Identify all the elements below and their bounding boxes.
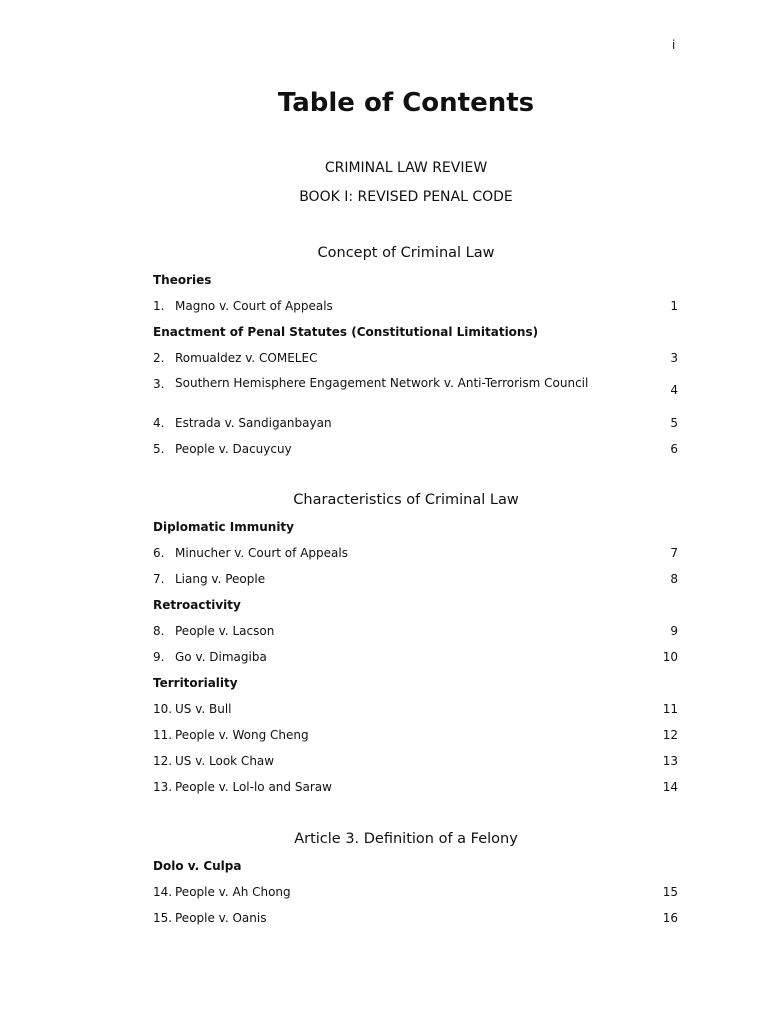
page-number: i bbox=[672, 38, 676, 52]
subtitle-book: BOOK I: REVISED PENAL CODE bbox=[299, 189, 513, 205]
section-heading: Concept of Criminal Law bbox=[317, 245, 495, 261]
entry-page-number: 6 bbox=[670, 442, 678, 456]
entry-page-number: 7 bbox=[670, 546, 678, 560]
entry-page-number: 9 bbox=[670, 624, 678, 638]
toc-entry[interactable] bbox=[153, 572, 678, 588]
entry-number: 14. bbox=[153, 885, 173, 899]
entry-number: 10. bbox=[153, 702, 173, 716]
subtitle-course: CRIMINAL LAW REVIEW bbox=[324, 160, 488, 176]
entry-page-number: 3 bbox=[670, 351, 678, 365]
toc-entry[interactable] bbox=[153, 416, 678, 432]
entry-page-number: 15 bbox=[662, 885, 678, 899]
entry-case-title: People v. Ah Chong bbox=[175, 885, 291, 899]
sub-heading: Retroactivity bbox=[153, 598, 241, 612]
entry-case-title: US v. Bull bbox=[175, 702, 232, 716]
entry-number: 4. bbox=[153, 416, 165, 430]
entry-number: 12. bbox=[153, 754, 173, 768]
entry-number: 8. bbox=[153, 624, 165, 638]
toc-entry[interactable] bbox=[153, 885, 678, 901]
entry-case-title: Liang v. People bbox=[175, 572, 266, 586]
entry-page-number: 14 bbox=[662, 780, 678, 794]
entry-case-title: People v. Dacuycuy bbox=[175, 442, 292, 456]
entry-page-number: 5 bbox=[670, 416, 678, 430]
entry-number: 15. bbox=[153, 911, 173, 925]
toc-entry[interactable] bbox=[153, 442, 678, 458]
entry-number: 13. bbox=[153, 780, 173, 794]
entry-case-title: Estrada v. Sandiganbayan bbox=[175, 416, 332, 430]
entry-number: 6. bbox=[153, 546, 165, 560]
entry-page-number: 10 bbox=[662, 650, 678, 664]
toc-entry[interactable] bbox=[153, 377, 678, 405]
toc-entry[interactable] bbox=[153, 624, 678, 640]
toc-entry[interactable] bbox=[153, 911, 678, 927]
entry-page-number: 16 bbox=[662, 911, 678, 925]
toc-entry[interactable] bbox=[153, 299, 678, 315]
entry-number: 5. bbox=[153, 442, 165, 456]
entry-case-title: Romualdez v. COMELEC bbox=[175, 351, 318, 365]
entry-case-title: People v. Oanis bbox=[175, 911, 267, 925]
entry-number: 11. bbox=[153, 728, 173, 742]
entry-page-number: 4 bbox=[670, 383, 678, 397]
entry-number: 3. bbox=[153, 377, 165, 391]
entry-case-title: People v. Lol-lo and Saraw bbox=[175, 780, 332, 794]
entry-case-title: US v. Look Chaw bbox=[175, 754, 275, 768]
entry-number: 2. bbox=[153, 351, 165, 365]
entry-number: 9. bbox=[153, 650, 165, 664]
toc-entry[interactable] bbox=[153, 650, 678, 666]
entry-case-title: Minucher v. Court of Appeals bbox=[175, 546, 348, 560]
sub-heading: Dolo v. Culpa bbox=[153, 859, 242, 873]
toc-entry[interactable] bbox=[153, 702, 678, 718]
toc-entry[interactable] bbox=[153, 754, 678, 770]
entry-page-number: 8 bbox=[670, 572, 678, 586]
entry-page-number: 1 bbox=[670, 299, 678, 313]
sub-heading: Enactment of Penal Statutes (Constitutional Limitations) bbox=[153, 325, 539, 339]
entry-page-number: 12 bbox=[662, 728, 678, 742]
page-title: Table of Contents bbox=[277, 88, 535, 118]
entry-case-title: Go v. Dimagiba bbox=[175, 650, 267, 664]
toc-entry[interactable] bbox=[153, 546, 678, 562]
entry-case-title: People v. Wong Cheng bbox=[175, 728, 309, 742]
section-heading: Characteristics of Criminal Law bbox=[293, 492, 519, 508]
entry-case-title: Southern Hemisphere Engagement Network v. Anti-Terrorism Council bbox=[175, 376, 589, 390]
entry-number: 1. bbox=[153, 299, 165, 313]
toc-entry[interactable] bbox=[153, 728, 678, 744]
entry-number: 7. bbox=[153, 572, 165, 586]
entry-case-title: Magno v. Court of Appeals bbox=[175, 299, 333, 313]
entry-page-number: 11 bbox=[662, 702, 678, 716]
sub-heading: Diplomatic Immunity bbox=[153, 520, 294, 534]
section-heading: Article 3. Definition of a Felony bbox=[294, 831, 518, 847]
toc-entry[interactable] bbox=[153, 351, 678, 367]
sub-heading: Territoriality bbox=[153, 676, 238, 690]
sub-heading: Theories bbox=[153, 273, 212, 287]
entry-page-number: 13 bbox=[662, 754, 678, 768]
entry-case-title: People v. Lacson bbox=[175, 624, 275, 638]
toc-entry[interactable] bbox=[153, 780, 678, 796]
